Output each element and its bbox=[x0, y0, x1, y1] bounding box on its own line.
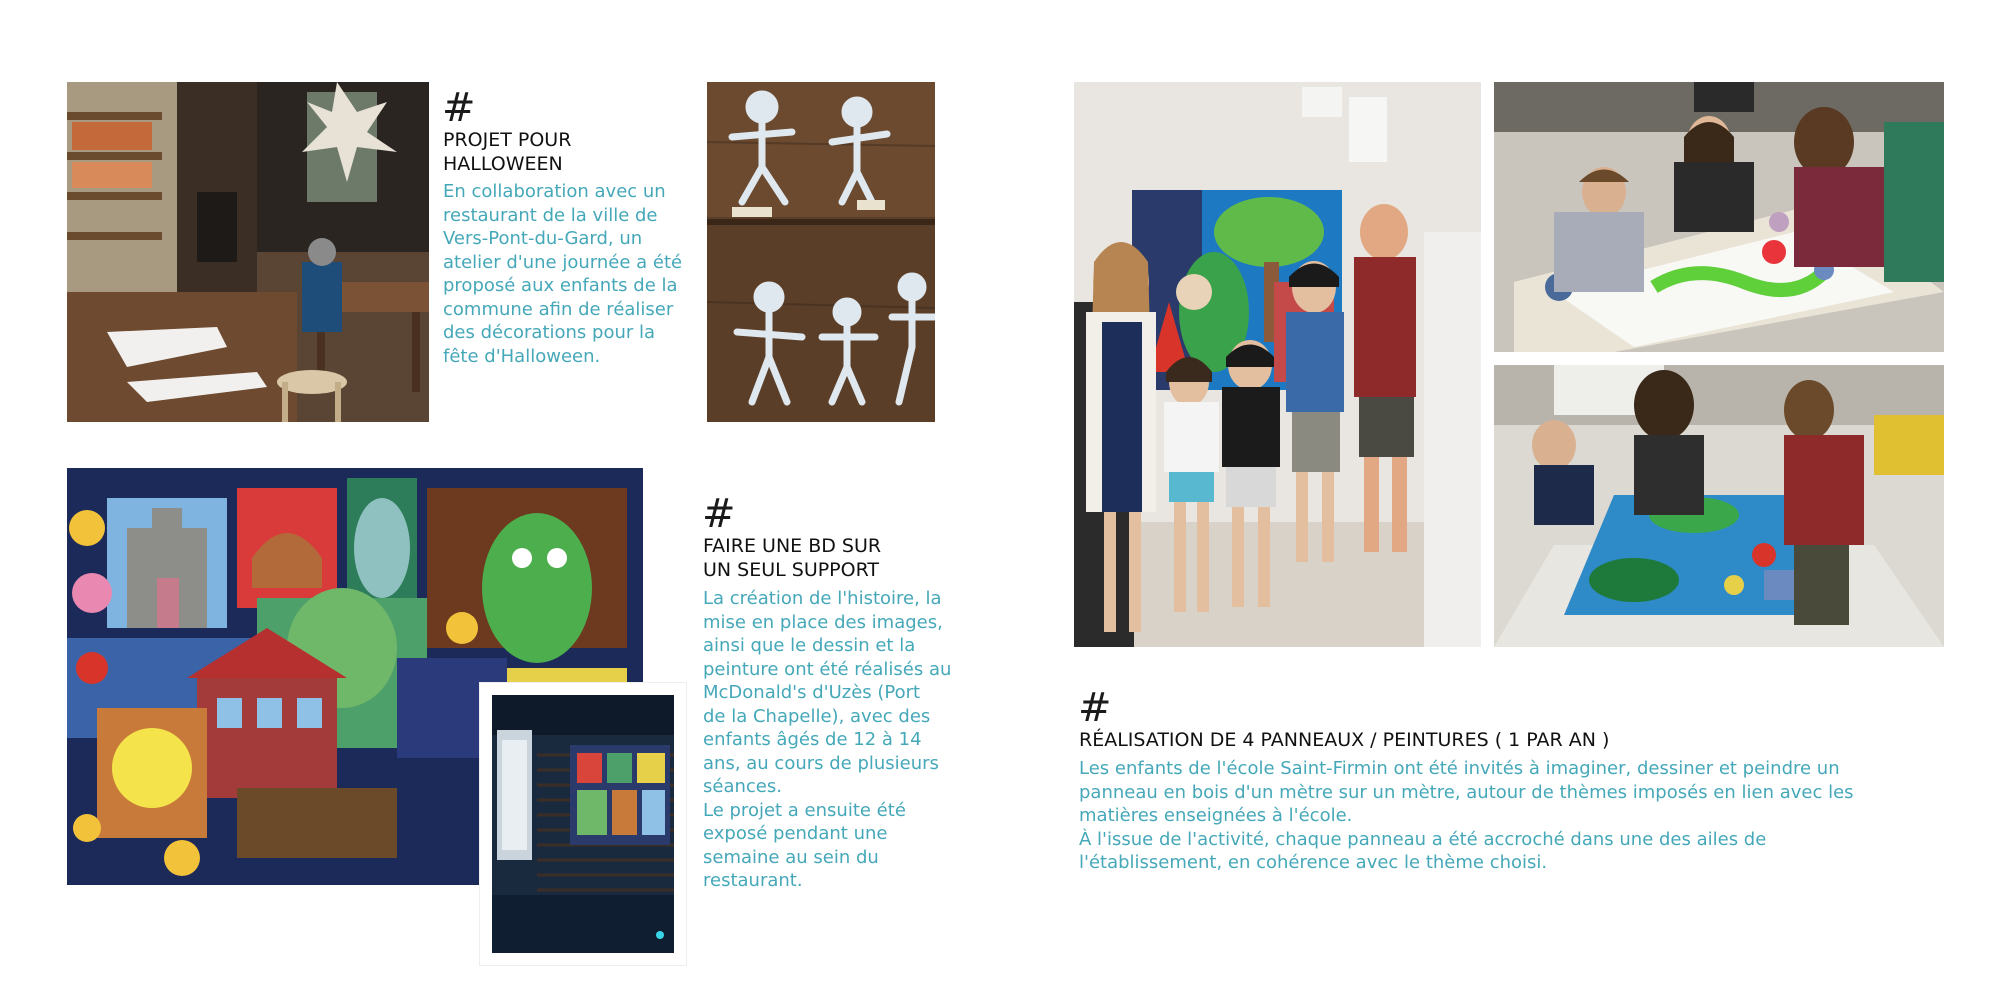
halloween-body: En collaboration avec un restaurant de la ville de Vers-Pont-du-Gard, un atelier d'une journée a été proposé aux enfants de la commune afin de réaliser des décorations pour la fête d'Halloween. bbox=[443, 181, 683, 367]
students-painting-table-photo bbox=[1494, 82, 1944, 352]
restaurant-workshop-photo bbox=[67, 82, 429, 422]
bd-hash: # bbox=[702, 491, 736, 537]
bd-title: FAIRE UNE BD SUR UN SEUL SUPPORT bbox=[703, 535, 882, 581]
bd-body: La création de l'histoire, la mise en place des images, ainsi que le dessin et la peinture ont été réalisés au McDonald's d'Uzès (Port de la Chapelle), avec des enfants âgés de 12 à 14 ans, au cours de plusieurs séances. Le projet a ensuite été exposé pendant une semaine au sein du restaurant. bbox=[703, 588, 952, 891]
students-painting-blue-panel-photo bbox=[1494, 365, 1944, 647]
paper-skeletons-photo bbox=[707, 82, 935, 422]
panneaux-hash: # bbox=[1078, 685, 1112, 731]
halloween-hash: # bbox=[442, 85, 476, 131]
panneaux-body: Les enfants de l'école Saint-Firmin ont été invités à imaginer, dessiner et peindre un panneau en bois d'un mètre sur un mètre, autour de thèmes imposés en lien avec les matières enseignées à l'école. À l'issue de l'activité, chaque panneau a été accroché dans une des ailes de l'établissement, en cohérence avec le thème choisi. bbox=[1079, 758, 1854, 873]
exhibited-painting-photo bbox=[492, 695, 674, 953]
panneaux-title: RÉALISATION DE 4 PANNEAUX / PEINTURES ( 1 PAR AN ) bbox=[1079, 729, 1610, 751]
halloween-title: PROJET POUR HALLOWEEN bbox=[443, 129, 572, 175]
group-with-painting-photo bbox=[1074, 82, 1481, 647]
